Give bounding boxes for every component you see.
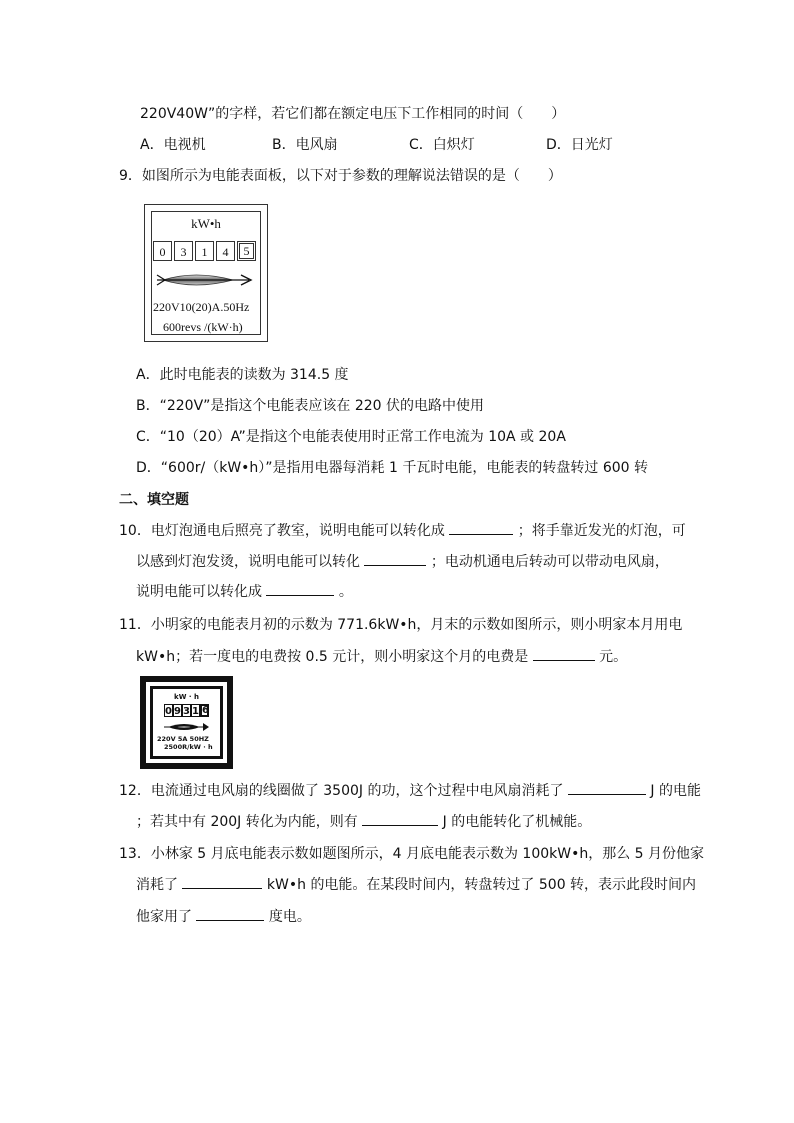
q9-meter-figure xyxy=(144,204,268,342)
q8-option-b: B．电风扇 xyxy=(272,137,338,153)
q12-line2 xyxy=(136,811,591,831)
q12-line1 xyxy=(119,780,701,800)
q9-option-d: D．“600r/（kW•h）”是指用电器每消耗 1 千瓦时电能，电能表的转盘转过 600 转 xyxy=(136,460,648,476)
q10-line1 xyxy=(119,520,686,540)
meter-digit-row xyxy=(153,241,258,261)
q13-blank-1[interactable] xyxy=(182,874,262,889)
meter-digit-row xyxy=(164,704,209,717)
meter-rotor-arrow-icon xyxy=(164,721,210,733)
meter-digit: 0 xyxy=(153,241,172,261)
q8-option-a: A．电视机 xyxy=(140,137,206,153)
q9-option-a: A．此时电能表的读数为 314.5 度 xyxy=(136,367,349,383)
q12-blank-1[interactable] xyxy=(568,780,646,795)
q11-meter-figure xyxy=(140,676,233,769)
q13-text: 度电。 xyxy=(268,909,311,925)
q10-text: 以感到灯泡发烫，说明电能可以转化 xyxy=(136,554,360,570)
meter-digit: 1 xyxy=(195,241,214,261)
q12-text: 12．电流通过电风扇的线圈做了 3500J 的功，这个过程中电风扇消耗了 xyxy=(119,783,564,799)
q10-line3 xyxy=(136,581,353,601)
q10-blank-2[interactable] xyxy=(364,551,426,566)
q9-stem: 9．如图所示为电能表面板，以下对于参数的理解说法错误的是（ ） xyxy=(119,168,562,184)
q12-text: J 的电能转化了机械能。 xyxy=(442,814,592,830)
meter-digit-decimal: 6 xyxy=(202,705,209,716)
meter-unit-label: kW•h xyxy=(191,216,221,231)
q11-text: kW•h；若一度电的电费按 0.5 元计，则小明家这个月的电费是 xyxy=(136,649,529,665)
q11-line1: 11．小明家的电能表月初的示数为 771.6kW•h，月末的示数如图所示，则小明家本月用电 xyxy=(119,617,683,633)
q11-text: 元。 xyxy=(599,649,628,665)
q8-stem-tail: 220V40W”的字样，若它们都在额定电压下工作相同的时间（ ） xyxy=(140,106,566,122)
q10-text: 10．电灯泡通电后照亮了教室，说明电能可以转化成 xyxy=(119,523,445,539)
q10-blank-3[interactable] xyxy=(266,581,334,596)
q12-text: J 的电能 xyxy=(650,783,701,799)
q10-text: ；将手靠近发光的灯泡，可 xyxy=(517,523,686,539)
meter-rev-label: 2500R/kW · h xyxy=(164,743,213,751)
q10-line2 xyxy=(136,551,669,571)
q13-line2 xyxy=(136,874,696,894)
q12-text: ；若其中有 200J 转化为内能，则有 xyxy=(136,814,358,830)
q13-line1: 13．小林家 5 月底电能表示数如题图所示，4 月底电能表示数为 100kW•h，那么 5 月份他家 xyxy=(119,846,705,862)
meter-digit-decimal: 5 xyxy=(237,241,256,261)
q8-option-d: D．日光灯 xyxy=(546,137,613,153)
q13-blank-2[interactable] xyxy=(196,906,264,921)
meter-rev-label: 600revs /(kW·h) xyxy=(163,320,243,334)
q12-blank-2[interactable] xyxy=(362,811,438,826)
q13-text: kW•h 的电能。在某段时间内，转盘转过了 500 转，表示此段时间内 xyxy=(266,877,697,893)
q10-text: 。 xyxy=(338,584,353,600)
q10-blank-1[interactable] xyxy=(449,520,513,535)
meter-digit: 0 xyxy=(165,706,172,717)
q13-text: 消耗了 xyxy=(136,877,178,893)
q11-line2 xyxy=(136,646,627,666)
q11-blank[interactable] xyxy=(533,646,595,661)
meter-spec-label: 220V 5A 50HZ xyxy=(157,735,209,743)
q9-option-c: C．“10（20）A”是指这个电能表使用时正常工作电流为 10A 或 20A xyxy=(136,429,566,445)
meter-digit: 1 xyxy=(192,706,199,717)
q10-text: ；电动机通电后转动可以带动电风扇， xyxy=(430,554,669,570)
meter-digit: 3 xyxy=(174,241,193,261)
meter-digit: 4 xyxy=(216,241,235,261)
meter-rotor-arrow-icon xyxy=(155,269,255,291)
q9-option-b: B．“220V”是指这个电能表应该在 220 伏的电路中使用 xyxy=(136,398,485,414)
meter-digit: 9 xyxy=(174,706,181,717)
meter-unit-label: kW · h xyxy=(174,693,199,701)
section-title: 二、填空题 xyxy=(119,492,189,508)
q13-text: 他家用了 xyxy=(136,909,192,925)
q13-line3 xyxy=(136,906,311,926)
q10-text: 说明电能可以转化成 xyxy=(136,584,262,600)
q8-option-c: C．白炽灯 xyxy=(409,137,475,153)
meter-digit: 3 xyxy=(183,706,190,717)
meter-spec-label: 220V10(20)A.50Hz xyxy=(153,300,250,314)
